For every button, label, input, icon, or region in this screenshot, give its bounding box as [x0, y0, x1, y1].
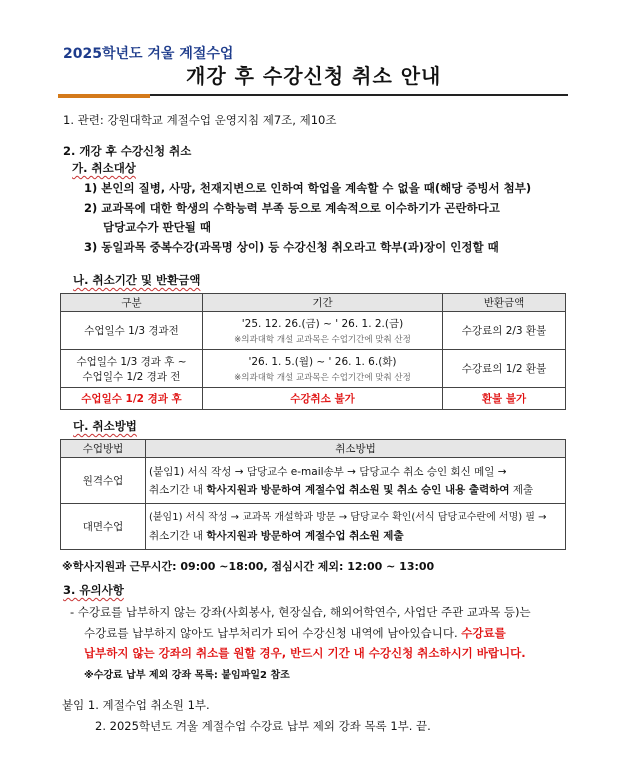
document-title: 개강 후 수강신청 취소 안내 — [186, 64, 442, 88]
section1-text: 1. 관련: 강원대학교 계절수업 운영지침 제7조, 제10조 — [63, 113, 337, 127]
table-header-row — [61, 294, 566, 312]
row1-note: ※의과대학 개설 교과목은 수업기간에 맞춰 산정 — [234, 335, 411, 345]
row2-category-line2: 수업일수 1/2 경과 전 — [82, 370, 181, 383]
table-row — [61, 458, 566, 504]
section2-ga-title: 가. 취소대상 — [72, 161, 136, 175]
table-row — [61, 350, 566, 388]
caution-line1: - 수강료를 납부하지 않는 강좌(사회봉사, 현장실습, 해외어학연수, 사업단 주관 교과목 등)는 — [70, 605, 531, 619]
caution-line2 — [84, 625, 506, 641]
row1-category: 수업일수 1/3 경과전 — [61, 312, 203, 350]
header-period: 기간 — [203, 294, 443, 312]
offline-step-line1: (붙임1) 서식 작성 → 교과목 개설학과 방문 → 담당교수 확인(서식 담당교수란에 서명) 필 → — [149, 511, 547, 523]
offline-step-line2 — [149, 527, 562, 545]
title-divider-accent — [58, 94, 150, 98]
header-refund: 반환금액 — [443, 294, 566, 312]
header-method: 수업방법 — [61, 440, 146, 458]
online-steps-cell — [146, 458, 566, 504]
online-step-line2a: 취소기간 내 — [149, 483, 207, 496]
office-hours-note: ※학사지원과 근무시간: 09:00 ~18:00, 점심시간 제외: 12:00 ~ 13:00 — [62, 560, 435, 573]
header-cancel-method: 취소방법 — [146, 440, 566, 458]
row2-category-line1: 수업일수 1/3 경과 후 ~ — [76, 355, 187, 368]
caution-note: ※수강료 납부 제외 강좌 목록: 붙임파일2 참조 — [84, 670, 290, 681]
row1-period: '25. 12. 26.(금) ~ ' 26. 1. 2.(금) — [241, 318, 404, 330]
table-header-row — [61, 440, 566, 458]
online-method: 원격수업 — [61, 458, 146, 504]
table-row — [61, 388, 566, 410]
attachment-line2: 2. 2025학년도 겨울 계절수업 수강료 납부 제외 강좌 목록 1부. 끝. — [95, 719, 431, 733]
offline-step-line2b: 학사지원과 방문하여 계절수업 취소원 제출 — [206, 529, 404, 542]
offline-step-line2a: 취소기간 내 — [149, 529, 207, 542]
attachment-line1: 붙임 1. 계절수업 취소원 1부. — [62, 698, 210, 712]
row2-category-cell — [61, 350, 203, 388]
section2-na-title: 나. 취소기간 및 반환금액 — [73, 273, 201, 287]
caution-line3: 납부하지 않는 강좌의 취소를 원할 경우, 반드시 기간 내 수강신청 취소하시기 바랍니다. — [84, 646, 526, 660]
table-row — [61, 504, 566, 550]
offline-steps-cell — [146, 504, 566, 550]
target-item-2-cont: 담당교수가 판단될 때 — [103, 220, 211, 234]
row2-refund: 수강료의 1/2 환불 — [443, 350, 566, 388]
online-step-line1: (붙임1) 서식 작성 → 담당교수 e-mail송부 → 담당교수 취소 승인 회신 메일 → — [149, 465, 507, 478]
header-category: 구분 — [61, 294, 203, 312]
target-item-2: 2) 교과목에 대한 학생의 수학능력 부족 등으로 계속적으로 이수하기가 곤란하다고 — [84, 201, 500, 215]
target-item-1: 1) 본인의 질병, 사망, 천재지변으로 인하여 학업을 계속할 수 없을 때(해당 증빙서 첨부) — [84, 181, 532, 195]
row3-category: 수업일수 1/2 경과 후 — [61, 388, 203, 410]
online-step-line2c: 제출 — [509, 483, 534, 496]
row3-refund: 환불 불가 — [443, 388, 566, 410]
section2-title: 2. 개강 후 수강신청 취소 — [63, 144, 192, 158]
caution-line2-red: 수강료를 — [461, 626, 506, 640]
online-step-line2 — [149, 481, 562, 499]
row3-period: 수강취소 불가 — [203, 388, 443, 410]
period-table — [60, 293, 566, 410]
target-item-3: 3) 동일과목 중복수강(과목명 상이) 등 수강신청 취오라고 학부(과)장이 인정할 때 — [84, 240, 499, 254]
document-subtitle: 2025학년도 겨울 계절수업 — [63, 46, 234, 62]
row2-note: ※의과대학 개설 교과목은 수업기간에 맞춰 산정 — [234, 373, 411, 383]
row2-period-cell — [203, 350, 443, 388]
section3-title: 3. 유의사항 — [63, 583, 124, 597]
method-table — [60, 439, 566, 550]
online-step-line2b: 학사지원과 방문하여 계절수업 취소원 및 취소 승인 내용 출력하여 — [206, 483, 510, 496]
caution-line2-text: 수강료를 납부하지 않아도 납부처리가 되어 수강신청 내역에 남아있습니다. — [84, 626, 462, 640]
row1-period-cell — [203, 312, 443, 350]
offline-method: 대면수업 — [61, 504, 146, 550]
row2-period: '26. 1. 5.(월) ~ ' 26. 1. 6.(화) — [248, 356, 397, 368]
row1-refund: 수강료의 2/3 환불 — [443, 312, 566, 350]
section2-da-title: 다. 취소방법 — [73, 419, 137, 433]
table-row — [61, 312, 566, 350]
